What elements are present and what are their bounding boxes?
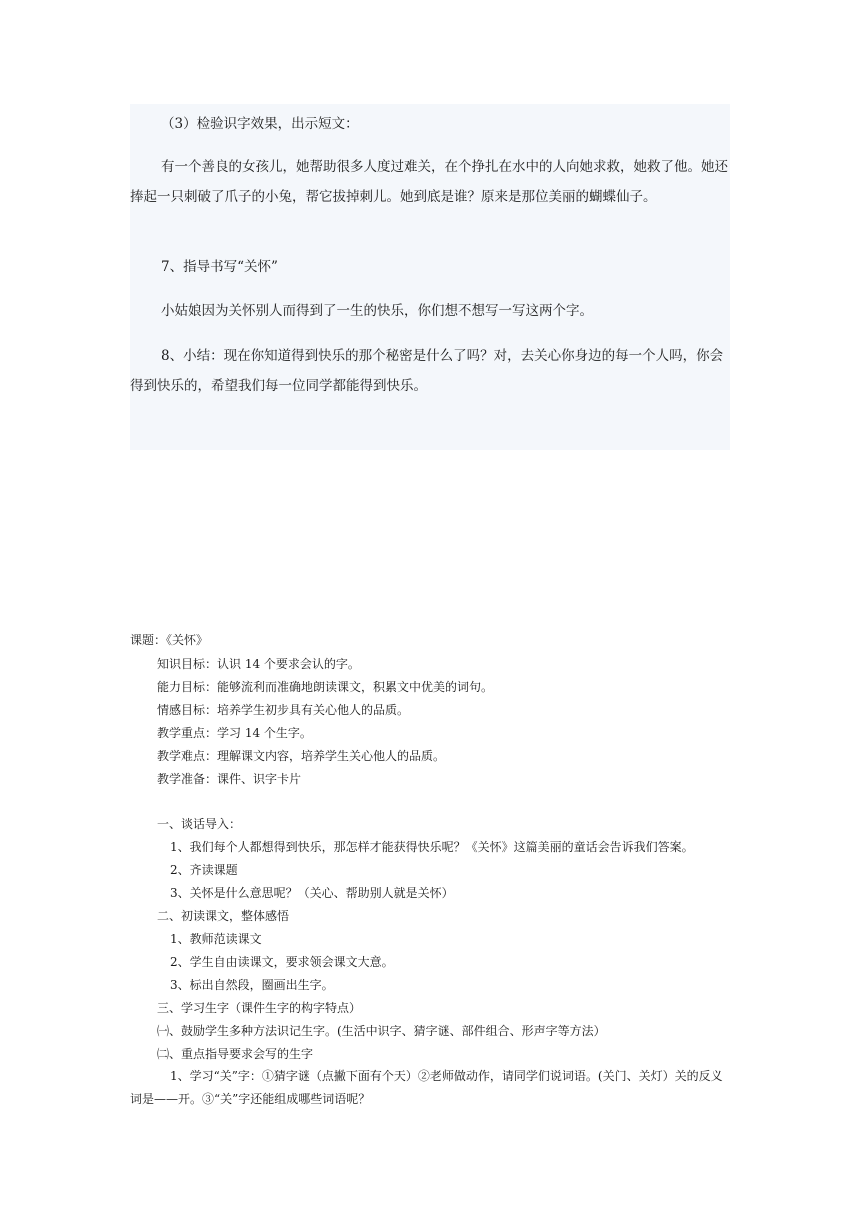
goal-emotion: 情感目标：培养学生初步具有关心他人的品质。 xyxy=(157,703,410,717)
goal-ability: 能力目标：能够流利而准确地朗读课文，积累文中优美的词句。 xyxy=(157,680,494,694)
characters-item-b1: 1、学习“关”字：①猜字谜（点撇下面有个天）②老师做动作，请同学们说词语。(关门、关灯）关的反义词是——开。③“关”字还能组成哪些词语呢？ xyxy=(130,1069,723,1106)
lesson-excerpt-box xyxy=(130,104,730,450)
section-heading-intro: 一、谈话导入： xyxy=(157,817,242,831)
characters-item-b: ㈡、重点指导要求会写的生字 xyxy=(157,1047,314,1061)
intro-item-1: 1、我们每个人都想得到快乐，那怎样才能获得快乐呢？《关怀》这篇美丽的童话会告诉我们答案。 xyxy=(170,840,694,854)
difficulty: 教学难点：理解课文内容，培养学生关心他人的品质。 xyxy=(157,749,446,763)
characters-item-a: ㈠、鼓励学生多种方法识记生字。(生活中识字、猜字谜、部件组合、形声字等方法） xyxy=(157,1024,606,1038)
paragraph-short-story: 有一个善良的女孩儿，她帮助很多人度过难关，在个挣扎在水中的人向她求救，她救了他。她还捧起一只刺破了爪子的小兔，帮它拔掉刺儿。她到底是谁？原来是那位美丽的蝴蝶仙子。 xyxy=(130,159,728,205)
section-heading-reading: 二、初读课文，整体感悟 xyxy=(157,909,290,923)
intro-item-2: 2、齐读课题 xyxy=(170,863,238,877)
paragraph-summary: 8、小结：现在你知道得到快乐的那个秘密是什么了吗？对，去关心你身边的每一个人吗，你会得到快乐的，希望我们每一位同学都能得到快乐。 xyxy=(130,348,724,394)
reading-item-3: 3、标出自然段，圈画出生字。 xyxy=(170,978,334,992)
paragraph-writing-prompt: 小姑娘因为关怀别人而得到了一生的快乐，你们想不想写一写这两个字。 xyxy=(161,303,593,319)
reading-item-2: 2、学生自由读课文，要求领会课文大意。 xyxy=(170,955,394,969)
key-point: 教学重点：学习 14 个生字。 xyxy=(157,726,312,740)
preparation: 教学准备：课件、识字卡片 xyxy=(157,772,302,786)
paragraph-check-literacy: （3）检验识字效果，出示短文： xyxy=(161,116,359,132)
paragraph-writing-guide: 7、指导书写“关怀” xyxy=(161,259,278,275)
lesson-title: 课题：《关怀》 xyxy=(130,633,209,647)
intro-item-3: 3、关怀是什么意思呢？（关心、帮助别人就是关怀） xyxy=(170,886,454,900)
section-heading-characters: 三、学习生字（课件生字的构字特点） xyxy=(157,1001,362,1015)
goal-knowledge: 知识目标：认识 14 个要求会认的字。 xyxy=(157,657,360,671)
reading-item-1: 1、教师范读课文 xyxy=(170,932,262,946)
